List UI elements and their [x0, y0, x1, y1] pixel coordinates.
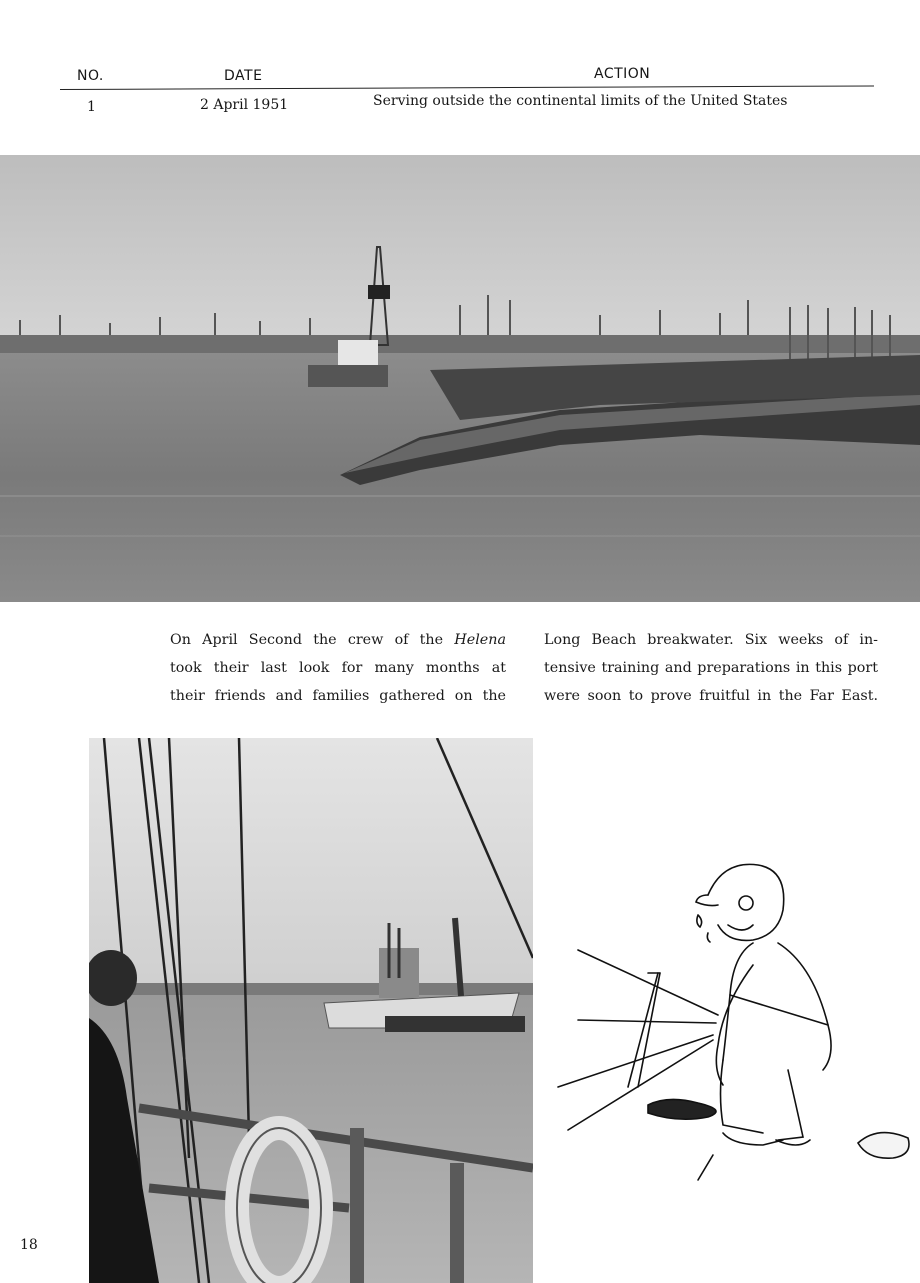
- caption-left-column: [170, 626, 506, 710]
- column-header-action: ACTION: [594, 66, 651, 82]
- caption-right-column: [544, 626, 878, 710]
- caption-right-line: tensive training and preparations in this port: [544, 660, 878, 676]
- header-rule: [60, 85, 874, 90]
- row-action: Serving outside the continental limits of the United States: [373, 93, 788, 109]
- caption-right-line: were soon to prove fruitful in the Far East.: [544, 688, 878, 704]
- caption-left-line: On April Second the crew of the Helena: [170, 632, 506, 648]
- caption-left-line: their friends and families gathered on the: [170, 688, 506, 704]
- caption-left-line: took their last look for many months at: [170, 660, 506, 676]
- cartoon-sailor-illustration: [548, 855, 920, 1185]
- row-no: 1: [87, 99, 96, 115]
- column-header-date: DATE: [224, 68, 263, 84]
- row-date: 2 April 1951: [200, 97, 289, 113]
- breakwater-photo: [0, 155, 920, 602]
- ship-deck-photo: [89, 738, 533, 1283]
- page-number: 18: [20, 1237, 38, 1253]
- caption-right-line: Long Beach breakwater. Six weeks of in-: [544, 632, 878, 648]
- column-header-no: NO.: [77, 68, 104, 84]
